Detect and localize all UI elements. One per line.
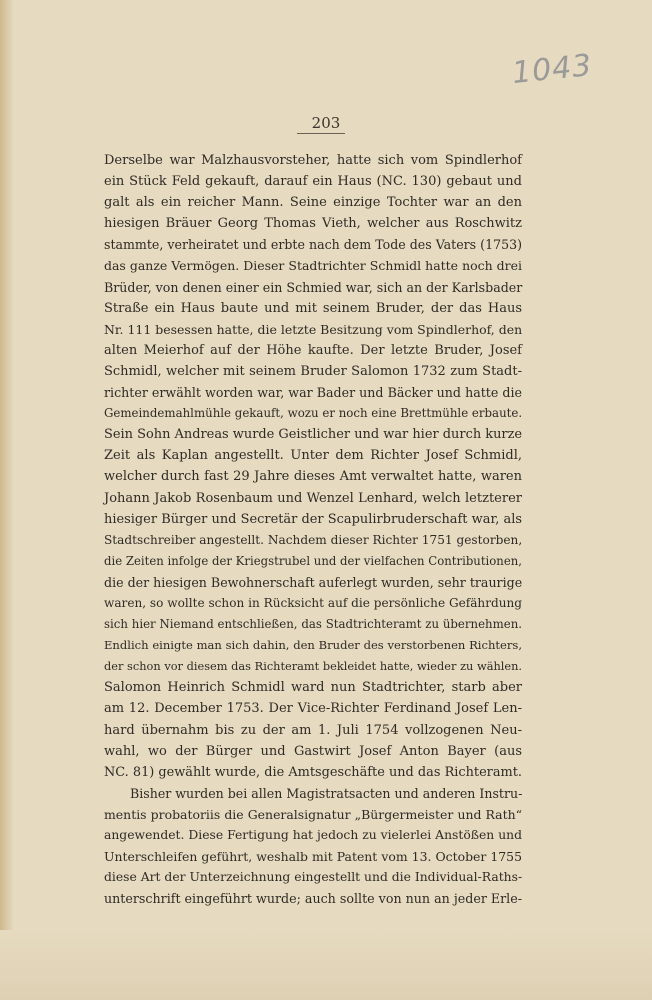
text-line: hiesiger Bürger und Secretär der Scapulirbruderschaft war, als — [104, 511, 522, 527]
binding-shadow — [0, 0, 14, 1000]
text-line: Endlich einigte man sich dahin, den Bruder des verstorbenen Richters, — [104, 638, 522, 653]
text-line: Unterschleifen geführt, weshalb mit Patent vom 13. October 1755 — [104, 849, 522, 865]
text-line: angewendet. Diese Fertigung hat jedoch zu vielerlei Anstößen und — [104, 828, 522, 842]
text-line: die Zeiten infolge der Kriegstrubel und der vielfachen Contributionen, — [104, 553, 522, 568]
text-line: diese Art der Unterzeichnung eingestellt und die Individual-Raths- — [104, 870, 523, 885]
text-line: richter erwählt worden war, war Bader und Bäcker und hatte die — [104, 385, 522, 401]
text-line: Stadtschreiber angestellt. Nachdem dieser Richter 1751 gestorben, — [104, 532, 523, 547]
text-line: hard übernahm bis zu der am 1. Juli 1754 vollzogenen Neu- — [104, 722, 522, 738]
text-line: Sein Sohn Andreas wurde Geistlicher und war hier durch kurze — [104, 427, 523, 443]
text-line: Brüder, von denen einer ein Schmied war, sich an der Karlsbader — [104, 279, 523, 295]
text-line: unterschrift eingeführt wurde; auch sollte von nun an jeder Erle- — [104, 891, 522, 907]
text-line: Straße ein Haus baute und mit seinem Bruder, der das Haus — [104, 300, 522, 316]
text-line: NC. 81) gewählt wurde, die Amtsgeschäfte und das Richteramt. — [104, 764, 522, 780]
handwritten-folio-number: 1043 — [510, 47, 594, 92]
text-line: Nr. 111 besessen hatte, die letzte Besitzung vom Spindlerhof, den — [104, 321, 523, 337]
text-line: ein Stück Feld gekauft, darauf ein Haus (NC. 130) gebaut und — [104, 174, 522, 190]
text-line: das ganze Vermögen. Dieser Stadtrichter Schmidl hatte noch drei — [104, 258, 522, 274]
text-line: der schon vor diesem das Richteramt bekleidet hatte, wieder zu wählen. — [104, 659, 522, 674]
text-line: die der hiesigen Bewohnerschaft auferlegt wurden, sehr traurige — [104, 574, 523, 590]
page-number-rule — [297, 133, 345, 134]
text-line: Zeit als Kaplan angestellt. Unter dem Richter Josef Schmidl, — [104, 448, 522, 464]
text-line: am 12. December 1753. Der Vice-Richter Ferdinand Josef Len- — [104, 701, 522, 717]
text-line: welcher durch fast 29 Jahre dieses Amt verwaltet hatte, waren — [104, 469, 522, 485]
page-bottom-tint — [0, 930, 652, 1000]
text-line: Salomon Heinrich Schmidl ward nun Stadtrichter, starb aber — [104, 680, 522, 696]
text-line: mentis probatoriis die Generalsignatur „Bürgermeister und Rath“ — [104, 806, 522, 822]
text-line: wahl, wo der Bürger und Gastwirt Josef Anton Bayer (aus — [104, 743, 522, 759]
page-number: 203 — [311, 114, 341, 132]
text-line: Johann Jakob Rosenbaum und Wenzel Lenhard, welch letzterer — [104, 490, 522, 506]
text-line-paragraph-start: Bisher wurden bei allen Magistratsacten und anderen Instru- — [130, 785, 523, 801]
text-line: Derselbe war Malzhausvorsteher, hatte sich vom Spindlerhof — [104, 153, 522, 168]
text-line: alten Meierhof auf der Höhe kaufte. Der letzte Bruder, Josef — [104, 342, 522, 358]
text-line: Gemeindemahlmühle gekauft, wozu er noch eine Brettmühle erbaute. — [104, 406, 523, 421]
text-line: sich hier Niemand entschließen, das Stadtrichteramt zu übernehmen. — [104, 617, 522, 632]
text-line: Schmidl, welcher mit seinem Bruder Salomon 1732 zum Stadt- — [104, 363, 522, 379]
text-line: stammte, verheiratet und erbte nach dem Tode des Vaters (1753) — [104, 237, 522, 253]
text-line: waren, so wollte schon in Rücksicht auf die persönliche Gefährdung — [104, 595, 522, 610]
text-line: hiesigen Bräuer Georg Thomas Vieth, welcher aus Roschwitz — [104, 216, 522, 232]
body-text — [104, 150, 522, 909]
text-line: galt als ein reicher Mann. Seine einzige Tochter war an den — [104, 195, 522, 211]
